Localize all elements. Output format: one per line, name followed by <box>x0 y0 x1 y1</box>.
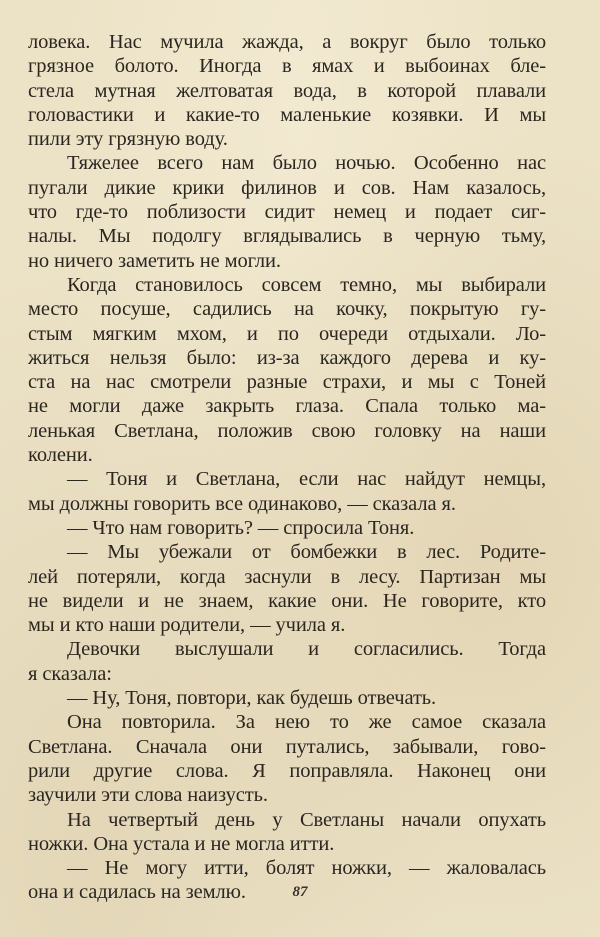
text-line: она и садилась на землю. <box>28 881 246 904</box>
text-line: ста на нас смотрели разные страхи, и мы с Тоней <box>28 371 546 394</box>
paragraph <box>28 516 546 540</box>
text-line: мы и кто наши родители, — учила я. <box>28 614 346 637</box>
text-line: ленькая Светлана, положив свою головку на наши <box>28 419 546 442</box>
text-line: Девочки выслушали и согласились. Тогда <box>67 638 546 661</box>
paragraph <box>28 30 546 151</box>
paragraph <box>28 467 546 516</box>
text-line: мы должны говорить все одинаково, — сказала я. <box>28 492 456 515</box>
text-line: не видели и не знаем, какие они. Не говорите, кто <box>28 589 546 612</box>
text-line: налы. Мы подолгу вглядывались в черную тьму, <box>28 225 546 248</box>
text-line: Тяжелее всего нам было ночью. Особенно нас <box>67 152 546 175</box>
text-line: не могли даже закрыть глаза. Спала только ма- <box>28 395 546 418</box>
text-line: я сказала: <box>28 662 112 685</box>
paragraph <box>28 540 546 637</box>
text-line: Когда становилось совсем темно, мы выбирали <box>67 273 546 296</box>
text-line: — Ну, Тоня, повтори, как будешь отвечать. <box>67 687 437 710</box>
book-page-text <box>28 30 546 905</box>
text-line: — Тоня и Светлана, если нас найдут немцы, <box>67 468 546 491</box>
text-line: На четвертый день у Светланы начали опухать <box>67 808 546 831</box>
text-line: что где-то поблизости сидит немец и подает сиг- <box>28 201 546 224</box>
text-line: житься нельзя было: из-за каждого дерева и ку- <box>28 346 546 369</box>
text-line: головастики и какие-то маленькие козявки. И мы <box>28 103 546 126</box>
text-line: место посуше, садились на кочку, покрытую гу- <box>28 298 546 321</box>
text-line: ловека. Нас мучила жажда, а вокруг было только <box>28 31 546 53</box>
text-line: грязное болото. Иногда в ямах и выбоинах бле- <box>28 55 546 78</box>
text-line: но ничего заметить не могли. <box>28 249 281 272</box>
paragraph <box>28 637 546 686</box>
text-line: лей потеряли, когда заснули в лесу. Партизан мы <box>28 565 546 588</box>
paragraph <box>28 151 546 272</box>
text-line: колени. <box>28 444 93 467</box>
text-line: стым мягким мхом, и по очереди отдыхали. Ло- <box>28 322 546 345</box>
text-line: — Что нам говорить? — спросила Тоня. <box>67 516 415 539</box>
paragraph <box>28 710 546 807</box>
text-line: пили эту грязную воду. <box>28 128 228 151</box>
paragraph <box>28 686 546 710</box>
page-number: 87 <box>292 884 308 900</box>
text-line: Она повторила. За нею то же самое сказала <box>67 711 546 734</box>
text-line: ножки. Она устала и не могла итти. <box>28 832 335 855</box>
text-line: пугали дикие крики филинов и сов. Нам казалось, <box>28 176 546 199</box>
text-line: заучили эти слова наизусть. <box>28 784 268 807</box>
text-line: — Не могу итти, болят ножки, — жаловалась <box>67 857 546 880</box>
text-line: Светлана. Сначала они путались, забывали, гово- <box>28 735 546 758</box>
paragraph <box>28 808 546 857</box>
paragraph <box>28 273 546 467</box>
text-line: стела мутная желтоватая вода, в которой плавали <box>28 79 546 102</box>
text-line: — Мы убежали от бомбежки в лес. Родите- <box>67 541 546 564</box>
text-line: рили другие слова. Я поправляла. Наконец они <box>28 759 546 782</box>
